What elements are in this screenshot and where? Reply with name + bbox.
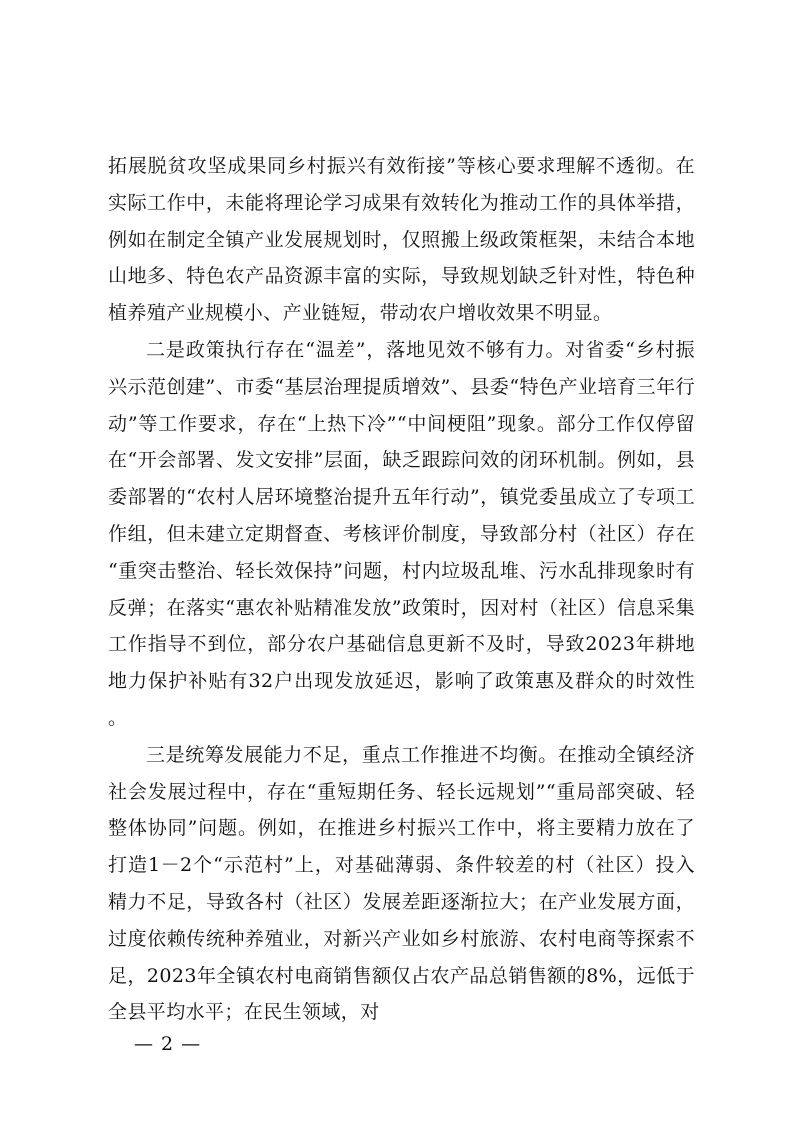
page-number: — 2 — [134,1033,202,1055]
paragraph-policy-execution: 二是政策执行存在“温差”，落地见效不够有力。对省委“乡村振兴示范创建”、市委“基层治理提质增效”、县委“特色产业培育三年行动”等工作要求，存在“上热下冷”“中间梗阻”现象。部分工作仅停留在“开会部署、发文安排”层面，缺乏跟踪问效的闭环机制。例如，县委部署的“农村人居环境整治提升五年行动”，镇党委虽成立了专项工作组，但未建立定期督查、考核评价制度，导致部分村（社区）存在“重突击整治、轻长效保持”问题，村内垃圾乱堆、污水乱排现象时有反弹；在落实“惠农补贴精准发放”政策时，因对村（社区）信息采集工作指导不到位，部分农户基础信息更新不及时，导致2023年耕地地力保护补贴有32户出现发放延迟，影响了政策惠及群众的时效性。 [108,338,695,729]
paragraph-coordinated-development: 三是统筹发展能力不足，重点工作推进不均衡。在推动全镇经济社会发展过程中，存在“重短期任务、轻长远规划”“重局部突破、轻整体协同”问题。例如，在推进乡村振兴工作中，将主要精力放在了打造1－2个“示范村”上，对基础薄弱、条件较差的村（社区）投入精力不足，导致各村（社区）发展差距逐渐拉大；在产业发展方面，过度依赖传统种养殖业，对新兴产业如乡村旅游、农村电商等探索不足，2023年全镇农村电商销售额仅占农产品总销售额的8%，远低于全县平均水平；在民生领域，对 [108,743,695,1024]
document-body [108,148,695,1031]
paragraph-continuation: 拓展脱贫攻坚成果同乡村振兴有效衔接”等核心要求理解不透彻。在实际工作中，未能将理论学习成果有效转化为推动工作的具体举措，例如在制定全镇产业发展规划时，仅照搬上级政策框架，未结合本地山地多、特色农产品资源丰富的实际，导致规划缺乏针对性，特色种植养殖产业规模小、产业链短，带动农户增收效果不明显。 [108,155,695,325]
